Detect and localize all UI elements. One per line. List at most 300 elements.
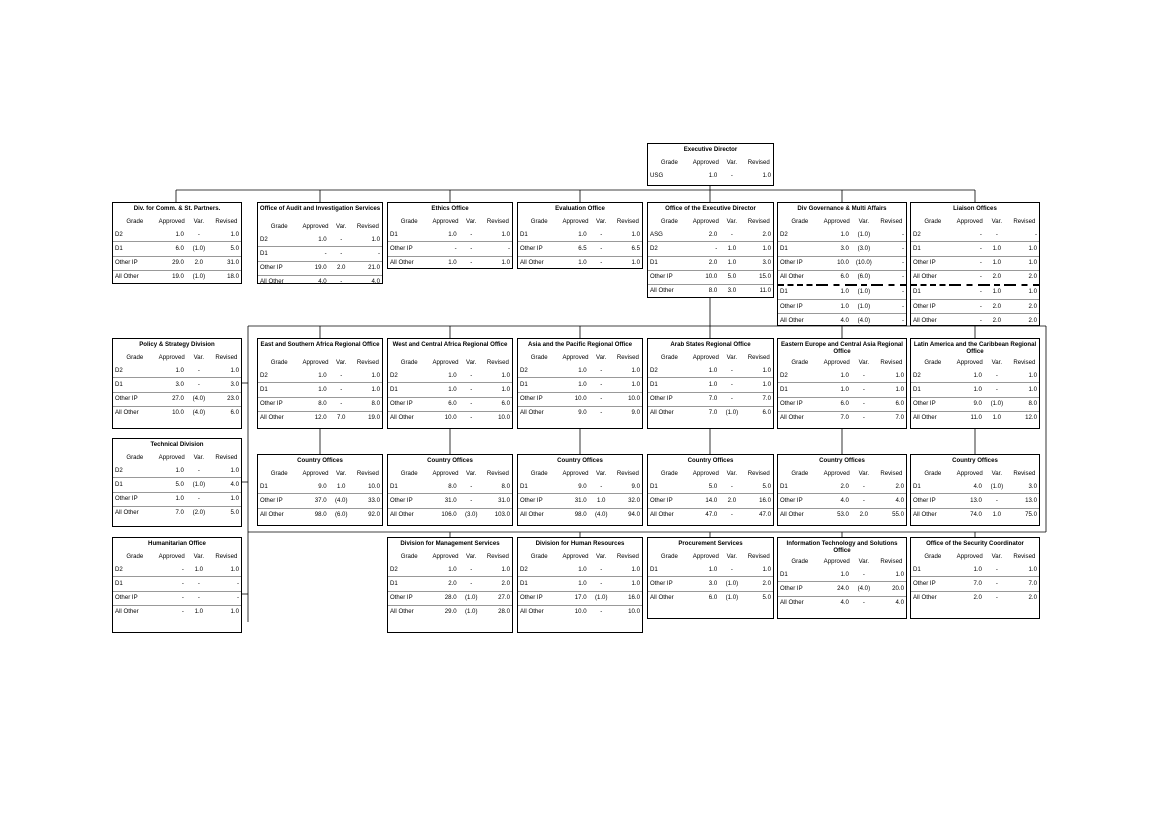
staffing-table [518,467,642,522]
staffing-header-row [778,555,906,568]
staffing-row [388,563,512,577]
column-header-approved: Approved [158,552,185,560]
var-cell: 1.0 [336,482,346,490]
revised-cell: 28.0 [484,605,512,619]
column-header-revised: Revised [747,353,770,361]
approved-cell: 1.0 [175,230,184,238]
revised-cell: 1.0 [877,383,906,397]
grade-cell: All Other [648,406,691,420]
approved-cell: 1.0 [448,371,457,379]
org-unit-procurement [647,537,774,619]
revised-cell: 2.0 [762,230,771,238]
var-cell: (6.0) [329,508,354,522]
var-cell: - [197,230,200,238]
approved-cell: 29.0 [157,256,186,270]
staffing-row [778,369,906,383]
grade-cell: Other IP [518,591,560,605]
revised-cell: 6.0 [745,406,774,420]
staffing-row [778,596,906,610]
column-header-var: Var. [596,217,607,225]
approved-cell: - [979,230,982,238]
staffing-row [648,378,773,392]
org-unit-title: Information Technology and Solutions Office [786,540,898,554]
grade-cell: D1 [388,383,430,397]
grade-cell: All Other [778,596,822,610]
approved-cell: 3.0 [157,378,186,392]
staffing-header-row [648,467,773,480]
column-header-var: Var. [726,469,738,477]
grade-cell: D2 [115,366,123,374]
revised-cell: 103.0 [484,508,512,522]
column-header-var: Var. [466,217,477,225]
staffing-header-row [778,215,906,228]
revised-cell: 9.0 [631,482,640,490]
staffing-row [113,256,241,270]
approved-cell: 2.0 [840,482,849,490]
var-cell: - [851,596,877,610]
revised-cell: - [877,270,906,285]
column-header-grade: Grade [924,358,942,366]
approved-cell: - [430,242,458,256]
var-cell: - [459,397,484,411]
revised-cell: 1.0 [745,242,774,256]
column-header-grade: Grade [400,469,418,477]
staffing-header-row [113,215,241,228]
column-header-grade: Grade [530,353,548,361]
grade-cell: D2 [780,371,788,379]
column-header-grade: Grade [791,469,809,477]
staffing-row [388,256,512,270]
staffing-header-row [388,550,512,563]
column-header-approved: Approved [956,217,983,225]
grade-cell: Other IP [911,397,955,411]
staffing-header-row [258,356,382,369]
staffing-table [388,550,512,619]
var-cell: (10.0) [851,256,877,270]
revised-cell: 15.0 [745,270,774,284]
grade-cell: Other IP [648,577,691,591]
var-cell: - [459,242,484,256]
staffing-row [388,383,512,397]
var-cell: (4.0) [851,582,877,596]
grade-cell: All Other [113,605,157,619]
staffing-row [778,242,906,256]
column-header-var: Var. [726,158,738,166]
approved-cell: 24.0 [822,582,851,596]
revised-cell: 27.0 [484,591,512,605]
staffing-table [388,467,512,522]
column-header-grade: Grade [270,358,288,366]
var-cell: 1.0 [984,508,1010,522]
grade-cell: D1 [258,247,300,261]
staffing-table [518,550,642,619]
var-cell: - [470,565,473,573]
approved-cell: - [955,242,984,256]
staffing-row [113,270,241,284]
var-cell: - [589,577,614,591]
column-header-revised: Revised [215,552,238,560]
org-unit-rso-esa [257,338,383,429]
org-unit-rso-as [647,338,774,429]
grade-cell: Other IP [911,256,955,270]
grade-cell: All Other [258,508,300,522]
approved-cell: 29.0 [430,605,458,619]
revised-cell: 2.0 [745,577,774,591]
staffing-row [911,508,1039,522]
grade-cell: D2 [913,371,921,379]
grade-cell: ASG [650,230,663,238]
org-unit-title: Evaluation Office [555,205,605,212]
revised-cell: 7.0 [1010,577,1039,591]
staffing-table [258,356,382,425]
grade-cell: D1 [911,383,955,397]
column-header-approved: Approved [158,217,185,225]
column-header-var: Var. [726,353,738,361]
var-cell: 1.0 [984,411,1010,425]
org-unit-co-wca [387,454,513,526]
column-header-approved: Approved [562,469,589,477]
approved-cell: - [157,591,186,605]
var-cell: 1.0 [589,494,614,508]
column-header-var: Var. [596,469,607,477]
org-unit-title: Procurement Services [678,540,743,547]
var-cell: (4.0) [589,508,614,522]
column-header-grade: Grade [270,222,288,230]
grade-cell: D2 [390,371,398,379]
grade-cell: USG [650,171,664,179]
column-header-var: Var. [991,358,1003,366]
grade-cell: All Other [648,508,691,522]
revised-cell: 1.0 [762,565,771,573]
approved-cell: 10.0 [157,406,186,420]
column-header-var: Var. [858,358,870,366]
staffing-row [113,506,241,520]
staffing-row [648,169,773,182]
grade-cell: D1 [913,482,921,490]
approved-cell: 1.0 [318,371,327,379]
grade-cell: Other IP [778,300,822,314]
staffing-row [778,480,906,494]
org-unit-co-eeca [777,454,907,526]
approved-cell: 1.0 [840,230,849,238]
approved-cell: 6.5 [560,242,588,256]
staffing-row [388,411,512,425]
staffing-row [778,270,906,285]
approved-cell: 1.0 [708,171,718,179]
revised-cell: 20.0 [877,582,906,596]
staffing-row [911,270,1039,285]
column-header-grade: Grade [400,358,418,366]
org-unit-humanitarian [112,537,242,633]
revised-cell: 47.0 [745,508,774,522]
revised-cell: 8.0 [354,397,382,411]
grade-cell: All Other [911,508,955,522]
org-unit-security [910,537,1040,619]
revised-cell: - [877,242,906,256]
var-cell: 1.0 [984,256,1010,270]
staffing-row [648,392,773,406]
revised-cell: - [877,300,906,314]
column-header-revised: Revised [486,217,509,225]
revised-cell: - [354,247,382,261]
grade-cell: D1 [650,565,658,573]
var-cell: - [459,411,484,425]
revised-cell: 9.0 [614,406,642,420]
var-cell: - [730,482,733,490]
approved-cell: 1.0 [300,383,328,397]
approved-cell: 4.0 [822,494,851,508]
var-cell: - [851,411,877,425]
staffing-row [518,378,642,392]
column-header-var: Var. [193,217,205,225]
grade-cell: All Other [258,411,300,425]
org-unit-div-gov [777,202,907,326]
grade-cell: D1 [648,378,691,392]
var-cell: - [851,494,877,508]
column-header-approved: Approved [432,552,459,560]
staffing-row [388,480,512,494]
org-unit-title: Div Governance & Multi Affairs [797,205,887,212]
column-header-grade: Grade [924,552,942,560]
approved-cell: 1.0 [822,300,851,314]
staffing-row [113,563,241,577]
staffing-row [258,411,382,425]
column-header-revised: Revised [215,453,238,461]
var-cell: - [984,577,1010,591]
revised-cell: 1.0 [762,366,771,374]
staffing-row [113,464,241,478]
grade-cell: Other IP [388,494,430,508]
column-header-approved: Approved [302,222,329,230]
approved-cell: - [157,577,186,591]
approved-cell: 11.0 [955,411,984,425]
revised-cell: 1.0 [230,366,239,374]
approved-cell: 1.0 [157,492,186,506]
grade-cell: D1 [388,577,430,591]
grade-cell: All Other [778,314,822,328]
grade-cell: All Other [911,591,955,605]
approved-cell: 53.0 [822,508,851,522]
staffing-row [388,577,512,591]
revised-cell: 1.0 [371,235,380,243]
revised-cell: 1.0 [631,565,640,573]
var-cell: - [340,235,343,243]
grade-cell: D1 [518,378,560,392]
approved-cell: 4.0 [822,314,851,328]
grade-cell: All Other [518,256,560,270]
column-header-revised: Revised [1013,358,1036,366]
staffing-row [648,256,773,270]
approved-cell: 2.0 [430,577,458,591]
column-header-approved: Approved [823,557,850,565]
grade-cell: Other IP [778,582,822,596]
staffing-table [911,550,1039,605]
approved-cell: 1.0 [560,256,588,270]
grade-cell: Other IP [518,242,560,256]
grade-cell: D1 [911,285,955,300]
revised-cell: 5.0 [762,482,771,490]
column-header-grade: Grade [126,353,144,361]
var-cell: (1.0) [589,591,614,605]
var-cell: (1.0) [719,406,744,420]
staffing-row [518,256,642,270]
revised-cell: 12.0 [1010,411,1039,425]
var-cell: - [186,378,212,392]
revised-cell: 4.0 [354,275,382,289]
approved-cell: 1.0 [430,383,458,397]
staffing-table [113,451,241,520]
var-cell: - [719,392,744,406]
revised-cell: 3.0 [745,256,774,270]
column-header-var: Var. [596,552,607,560]
grade-cell: D2 [520,366,528,374]
approved-cell: 10.0 [822,256,851,270]
revised-cell: 1.0 [501,230,510,238]
staffing-row [518,480,642,494]
grade-cell: All Other [113,270,157,284]
staffing-header-row [648,550,773,563]
revised-cell: 55.0 [877,508,906,522]
staffing-row [911,494,1039,508]
var-cell: - [197,466,200,474]
approved-cell: 9.0 [560,406,588,420]
approved-cell: 1.0 [578,565,587,573]
grade-cell: D2 [520,565,528,573]
column-header-grade: Grade [660,469,678,477]
revised-cell: 6.5 [614,242,642,256]
staffing-row [778,314,906,328]
grade-cell: Other IP [648,392,691,406]
grade-cell: D1 [778,383,822,397]
grade-cell: D1 [390,230,398,238]
org-unit-technical [112,438,242,527]
revised-cell: 16.0 [745,494,774,508]
staffing-row [911,369,1039,383]
approved-cell: 1.0 [578,366,587,374]
staffing-row [258,261,382,275]
revised-cell: 5.0 [212,242,241,256]
column-header-var: Var. [193,353,205,361]
org-unit-rso-wca [387,338,513,429]
var-cell: - [329,397,354,411]
org-unit-rso-eeca [777,338,907,429]
revised-cell: 1.0 [1010,256,1039,270]
var-cell: (1.0) [719,591,744,605]
var-cell: - [197,366,200,374]
var-cell: - [862,482,865,490]
grade-cell: Other IP [778,397,822,411]
staffing-header-row [911,467,1039,480]
revised-cell: 8.0 [1010,397,1039,411]
revised-cell: 6.0 [877,397,906,411]
var-cell: (1.0) [186,478,212,492]
approved-cell: 1.0 [560,378,588,392]
grade-cell: D1 [260,482,268,490]
var-cell: 3.0 [719,284,744,298]
column-header-revised: Revised [747,217,770,225]
approved-cell: 1.0 [708,565,718,573]
revised-cell: 1.0 [1028,371,1037,379]
staffing-table [911,215,1039,328]
grade-cell: D1 [518,577,560,591]
column-header-grade: Grade [530,469,548,477]
var-cell: (1.0) [990,482,1004,490]
var-cell: - [186,591,212,605]
staffing-row [648,480,773,494]
grade-cell: Other IP [778,494,822,508]
staffing-row [778,300,906,314]
grade-cell: Other IP [911,577,955,591]
revised-cell: 7.0 [877,411,906,425]
revised-cell: 2.0 [895,482,904,490]
revised-cell: 31.0 [212,256,241,270]
grade-cell: All Other [388,605,430,619]
column-header-approved: Approved [956,552,983,560]
approved-cell: 17.0 [560,591,588,605]
grade-cell: All Other [911,411,955,425]
var-cell: 5.0 [719,270,744,284]
grade-cell: Other IP [388,242,430,256]
var-cell: 2.0 [719,494,744,508]
approved-cell: 98.0 [300,508,328,522]
staffing-row [778,228,906,242]
approved-cell: 1.0 [448,230,457,238]
grade-cell: All Other [388,508,430,522]
org-unit-co-lac [910,454,1040,526]
grade-cell: D1 [913,565,921,573]
org-unit-co-esa [257,454,383,526]
staffing-header-row [648,215,773,228]
approved-cell: - [300,247,328,261]
var-cell: - [730,366,733,374]
column-header-grade: Grade [924,217,942,225]
staffing-row [778,494,906,508]
staffing-row [258,383,382,397]
grade-cell: D1 [780,482,788,490]
staffing-row [113,605,241,619]
approved-cell: 1.0 [430,256,458,270]
staffing-header-row [388,467,512,480]
grade-cell: D1 [113,478,157,492]
staffing-table [258,467,382,522]
column-header-approved: Approved [432,217,459,225]
var-cell: (4.0) [329,494,354,508]
grade-cell: Other IP [113,591,157,605]
column-header-revised: Revised [1013,217,1036,225]
approved-cell: - [955,300,984,314]
staffing-table [778,356,906,425]
var-cell: - [329,383,354,397]
org-unit-title: Executive Director [683,146,738,153]
staffing-row [518,591,642,605]
column-header-var: Var. [991,217,1003,225]
column-header-grade: Grade [660,552,678,560]
column-header-approved: Approved [562,353,589,361]
grade-cell: All Other [648,591,691,605]
column-header-revised: Revised [356,469,379,477]
column-header-grade: Grade [126,217,144,225]
staffing-row [778,411,906,425]
staffing-table [388,215,512,270]
staffing-row [113,242,241,256]
grade-cell: D2 [780,230,788,238]
approved-cell: - [955,314,984,328]
org-unit-title: Asia and the Pacific Regional Office [528,341,632,348]
approved-cell: 2.0 [691,256,720,270]
var-cell: - [459,383,484,397]
var-cell: 2.0 [329,261,354,275]
staffing-table [113,215,241,284]
